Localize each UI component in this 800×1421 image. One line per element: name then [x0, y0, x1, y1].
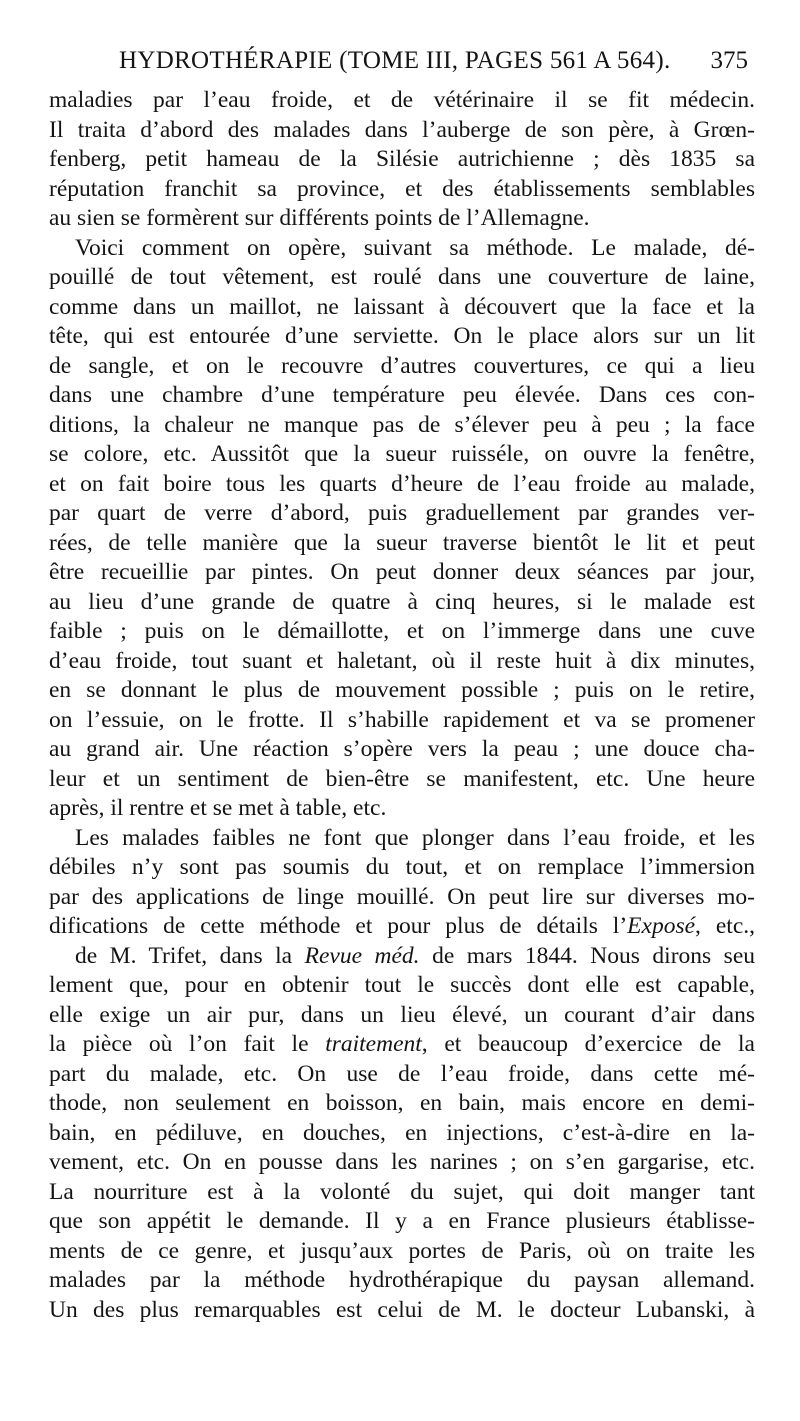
- text-line: se colore, etc. Aussitôt que la sueur ruisséle, on ouvre la fenêtre,: [49, 441, 755, 467]
- text-segment: difications de cette méthode et pour plus de détails l’: [49, 913, 628, 939]
- text-line: dans une chambre d’une température peu élevée. Dans ces con-: [49, 382, 755, 408]
- text-line: on l’essuie, on le frotte. Il s’habille rapidement et va se promener: [49, 706, 755, 733]
- text-line: malades par la méthode hydrothérapique du paysan allemand.: [49, 1267, 755, 1293]
- text-line: par des applications de linge mouillé. On peut lire sur diverses mo-: [49, 883, 755, 910]
- text-line: elle exige un air pur, dans un lieu élevé, un courant d’air dans: [49, 1001, 755, 1028]
- text-line: rées, de telle manière que la sueur traverse bientôt le lit et peut: [49, 529, 755, 556]
- text-line: lement que, pour en obtenir tout le succès dont elle est capable,: [49, 972, 755, 998]
- page-number: 375: [710, 47, 748, 74]
- body-text: [49, 86, 755, 1325]
- text-line: de sangle, et on le recouvre d’autres couvertures, ce qui a lieu: [49, 352, 755, 379]
- text-line: part du malade, etc. On use de l’eau froide, dans cette mé-: [49, 1060, 755, 1087]
- text-line: fenberg, petit hameau de la Silésie autrichienne ; dès 1835 sa: [49, 146, 755, 172]
- text-line: [49, 912, 755, 942]
- running-title: HYDROTHÉRAPIE (TOME III, PAGES 561 A 564).: [119, 47, 671, 74]
- text-line: par quart de verre d’abord, puis graduellement par grandes ver-: [49, 500, 755, 526]
- text-line: au grand air. Une réaction s’opère vers la peau ; une douce cha-: [49, 736, 755, 762]
- text-line: après, il rentre et se met à table, etc.: [49, 795, 387, 821]
- text-line: vement, etc. On en pousse dans les narines ; on s’en gargarise, etc.: [49, 1149, 755, 1175]
- page-header: [0, 47, 800, 83]
- text-segment: de mars 1844. Nous dirons seu: [419, 942, 755, 969]
- text-line: Il traita d’abord des malades dans l’auberge de son père, à Grœn-: [49, 116, 755, 143]
- text-line: au lieu d’une grande de quatre à cinq heures, si le malade est: [49, 588, 755, 615]
- text-line: Un des plus remarquables est celui de M. le docteur Lubanski, à: [49, 1296, 755, 1323]
- text-line: que son appétit le demande. Il y a en France plusieurs établisse-: [49, 1208, 755, 1234]
- text-segment: , etc.,: [695, 913, 755, 939]
- text-segment: la pièce où l’on fait le: [49, 1031, 326, 1057]
- text-line: d’eau froide, tout suant et haletant, où il reste huit à dix minutes,: [49, 647, 755, 674]
- italic-text: traitement: [325, 1031, 422, 1057]
- text-line: faible ; puis on le démaillotte, et on l’immerge dans une cuve: [49, 618, 755, 644]
- text-line: réputation franchit sa province, et des établissements semblables: [49, 175, 755, 202]
- text-line: Les malades faibles ne font que plonger dans l’eau froide, et les: [75, 824, 755, 851]
- text-line: pouillé de tout vêtement, est roulé dans une couverture de laine,: [49, 264, 755, 290]
- text-line: comme dans un maillot, ne laissant à découvert que la face et la: [49, 293, 755, 320]
- text-line: bain, en pédiluve, en douches, en injections, c’est-à-dire en la-: [49, 1119, 755, 1146]
- text-line: [49, 1030, 755, 1060]
- text-segment: , et beaucoup d’exercice de la: [421, 1031, 755, 1057]
- text-line: ments de ce genre, et jusqu’aux portes de Paris, où on traite les: [49, 1237, 755, 1264]
- text-line: au sien se formèrent sur différents points de l’Allemagne.: [49, 205, 590, 231]
- text-line: maladies par l’eau froide, et de vétérinaire il se fit médecin.: [49, 87, 755, 113]
- text-line: en se donnant le plus de mouvement possible ; puis on le retire,: [49, 677, 755, 703]
- text-line: et on fait boire tous les quarts d’heure de l’eau froide au malade,: [49, 470, 755, 497]
- text-line: La nourriture est à la volonté du sujet, qui doit manger tant: [49, 1178, 755, 1205]
- text-segment: de M. Trifet, dans la: [75, 942, 305, 969]
- text-line: débiles n’y sont pas soumis du tout, et on remplace l’immersion: [49, 854, 755, 880]
- text-line: tête, qui est entourée d’une serviette. On le place alors sur un lit: [49, 323, 755, 349]
- text-line: thode, non seulement en boisson, en bain, mais encore en demi-: [49, 1090, 755, 1116]
- text-line: ditions, la chaleur ne manque pas de s’élever peu à peu ; la face: [49, 411, 755, 438]
- italic-text: Revue méd.: [304, 942, 420, 969]
- text-line: leur et un sentiment de bien-être se manifestent, etc. Une heure: [49, 765, 755, 792]
- text-line: [49, 942, 755, 972]
- text-line: Voici comment on opère, suivant sa méthode. Le malade, dé-: [75, 234, 755, 261]
- text-line: être recueillie par pintes. On peut donner deux séances par jour,: [49, 559, 755, 585]
- italic-text: Exposé: [627, 913, 696, 939]
